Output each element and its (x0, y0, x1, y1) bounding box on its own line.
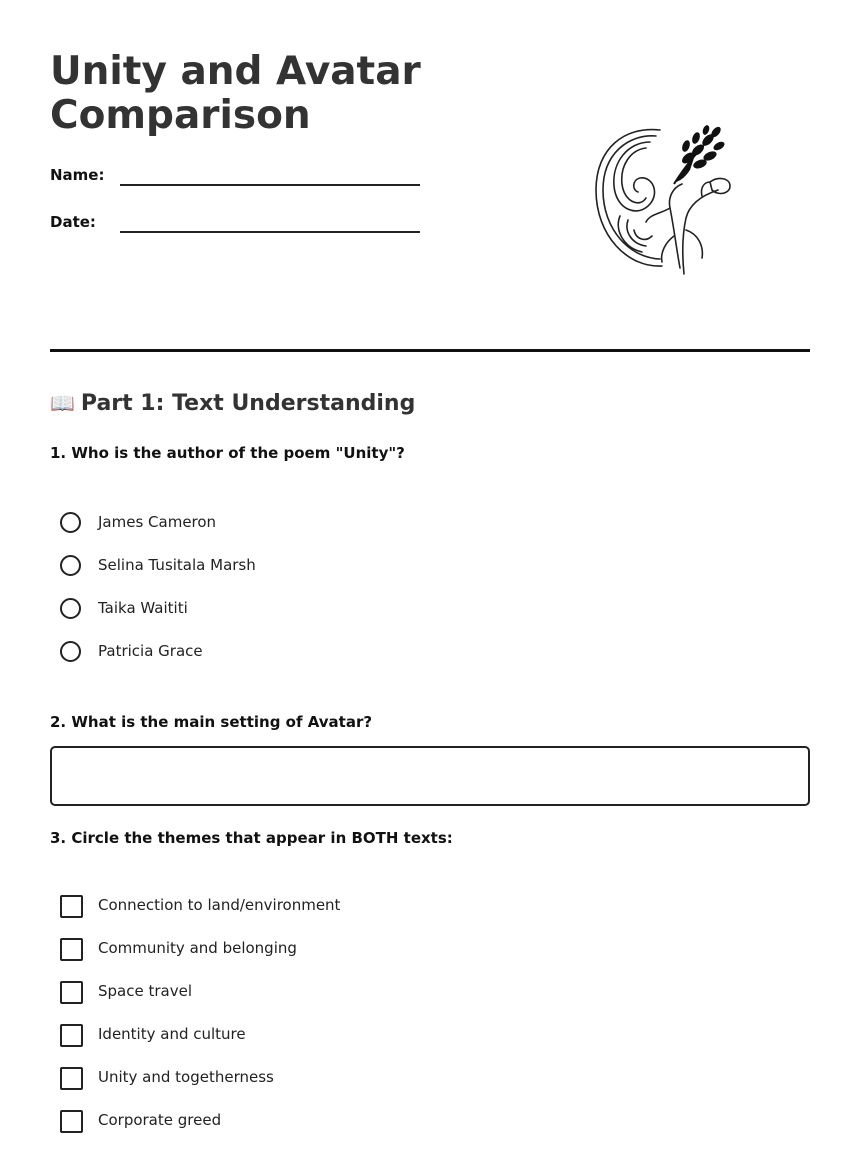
fern-koru-illustration-icon (590, 118, 740, 283)
option-label: Patricia Grace (98, 642, 203, 660)
option-label: Unity and togetherness (98, 1068, 274, 1086)
option-label: Taika Waititi (98, 599, 188, 617)
question-3: 3. Circle the themes that appear in BOTH texts: (50, 829, 453, 847)
header-divider (50, 349, 810, 352)
section-title-text: Part 1: Text Understanding (80, 391, 416, 416)
checkbox[interactable] (60, 938, 83, 961)
worksheet-page (50, 0, 810, 1161)
name-input[interactable] (120, 160, 424, 184)
checkbox[interactable] (60, 981, 83, 1004)
radio-button[interactable] (60, 512, 81, 533)
checkbox[interactable] (60, 895, 83, 918)
question-2: 2. What is the main setting of Avatar? (50, 713, 373, 731)
checkbox-option[interactable] (60, 1067, 560, 1093)
open-book-icon: 📖 (50, 391, 75, 415)
radio-option[interactable] (60, 598, 560, 624)
section-title (50, 388, 415, 419)
checkbox-option[interactable] (60, 1024, 560, 1050)
question-1: 1. Who is the author of the poem "Unity"? (50, 444, 405, 462)
name-label: Name: (50, 166, 105, 184)
date-underline (120, 231, 420, 233)
checkbox-option[interactable] (60, 981, 560, 1007)
radio-button[interactable] (60, 598, 81, 619)
checkbox-option[interactable] (60, 1110, 560, 1136)
radio-button[interactable] (60, 555, 81, 576)
checkbox-option[interactable] (60, 938, 560, 964)
option-label: Space travel (98, 982, 192, 1000)
option-label: Identity and culture (98, 1025, 246, 1043)
answer-textbox[interactable] (50, 746, 810, 806)
radio-button[interactable] (60, 641, 81, 662)
radio-option[interactable] (60, 512, 560, 538)
checkbox-option[interactable] (60, 895, 560, 921)
name-underline (120, 184, 420, 186)
checkbox[interactable] (60, 1024, 83, 1047)
radio-option[interactable] (60, 555, 560, 581)
radio-option[interactable] (60, 641, 560, 667)
date-label: Date: (50, 213, 96, 231)
option-label: Corporate greed (98, 1111, 222, 1129)
option-label: Community and belonging (98, 939, 297, 957)
option-label: Connection to land/environment (98, 896, 341, 914)
page-title: Unity and Avatar Comparison (50, 49, 421, 138)
date-field (50, 207, 420, 237)
option-label: Selina Tusitala Marsh (98, 556, 256, 574)
checkbox[interactable] (60, 1067, 83, 1090)
date-input[interactable] (120, 207, 424, 231)
option-label: James Cameron (98, 513, 217, 531)
name-field (50, 160, 420, 190)
checkbox[interactable] (60, 1110, 83, 1133)
